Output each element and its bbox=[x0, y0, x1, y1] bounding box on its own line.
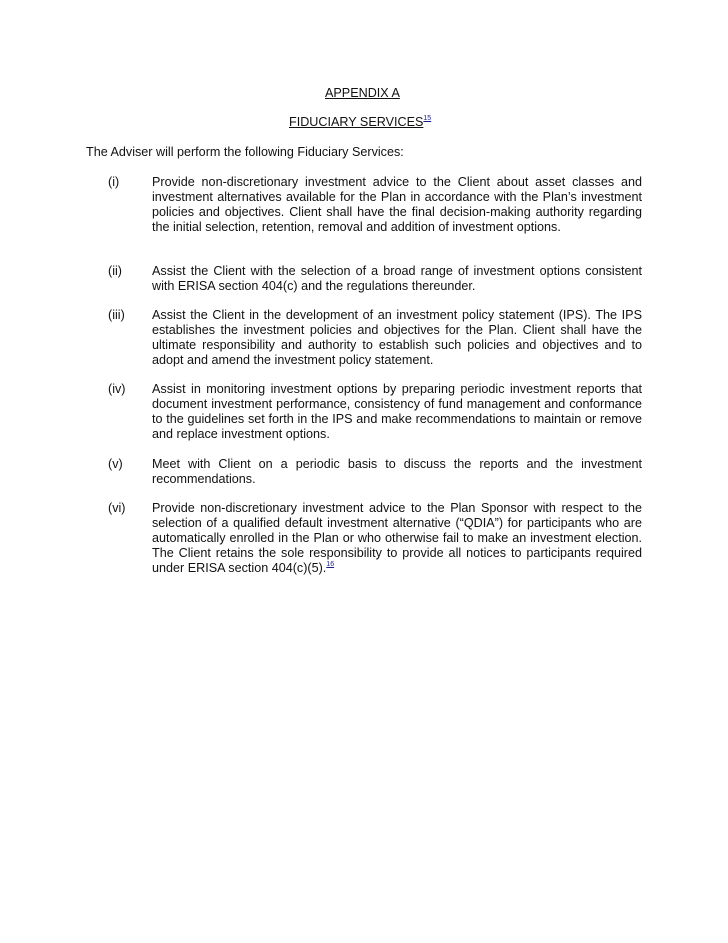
footnote-ref-15[interactable]: 15 bbox=[423, 115, 432, 122]
item-number: (iii) bbox=[108, 308, 125, 322]
footnote-ref-16[interactable]: 16 bbox=[326, 561, 335, 568]
item-text-block bbox=[152, 501, 642, 576]
appendix-title: APPENDIX A bbox=[325, 86, 400, 100]
item-text: Provide non-discretionary investment advice to the Plan Sponsor with respect to the selection of a qualified default investment alternative (“QDIA”) for participants who are automatically enrolled in the Plan or who otherwise fail to make an investment election. The Client retains the sole responsibility to provide all notices to participants required under ERISA section 404(c)(5). bbox=[152, 501, 642, 575]
intro-paragraph: The Adviser will perform the following Fiduciary Services: bbox=[86, 145, 404, 159]
item-number: (iv) bbox=[108, 382, 126, 396]
item-text: Assist in monitoring investment options by preparing periodic investment reports that document investment performance, consistency of fund management and conformance to the guidelines set forth in the IPS and make recommendations to maintain or remove and replace investment options. bbox=[152, 382, 642, 441]
item-text: Assist the Client with the selection of a broad range of investment options consistent with ERISA section 404(c) and the regulations thereunder. bbox=[152, 264, 642, 293]
item-number: (v) bbox=[108, 457, 123, 471]
item-number: (vi) bbox=[108, 501, 126, 515]
section-title: FIDUCIARY SERVICES bbox=[289, 115, 424, 129]
item-text: Assist the Client in the development of an investment policy statement (IPS). The IPS establishes the investment policies and objectives for the Plan. Client shall have the ultimate responsibility and authority to establish such policies and objectives and to adopt and amend the investment policy statement. bbox=[152, 308, 642, 367]
item-text: Meet with Client on a periodic basis to discuss the reports and the investment recommendations. bbox=[152, 457, 642, 486]
item-number: (ii) bbox=[108, 264, 122, 278]
item-number: (i) bbox=[108, 175, 120, 189]
item-text: Provide non-discretionary investment advice to the Client about asset classes and investment alternatives available for the Plan in accordance with the Plan’s investment policies and objectives. Client shall have the final decision-making authority regarding the initial selection, retention, removal and addition of investment options. bbox=[152, 175, 642, 234]
